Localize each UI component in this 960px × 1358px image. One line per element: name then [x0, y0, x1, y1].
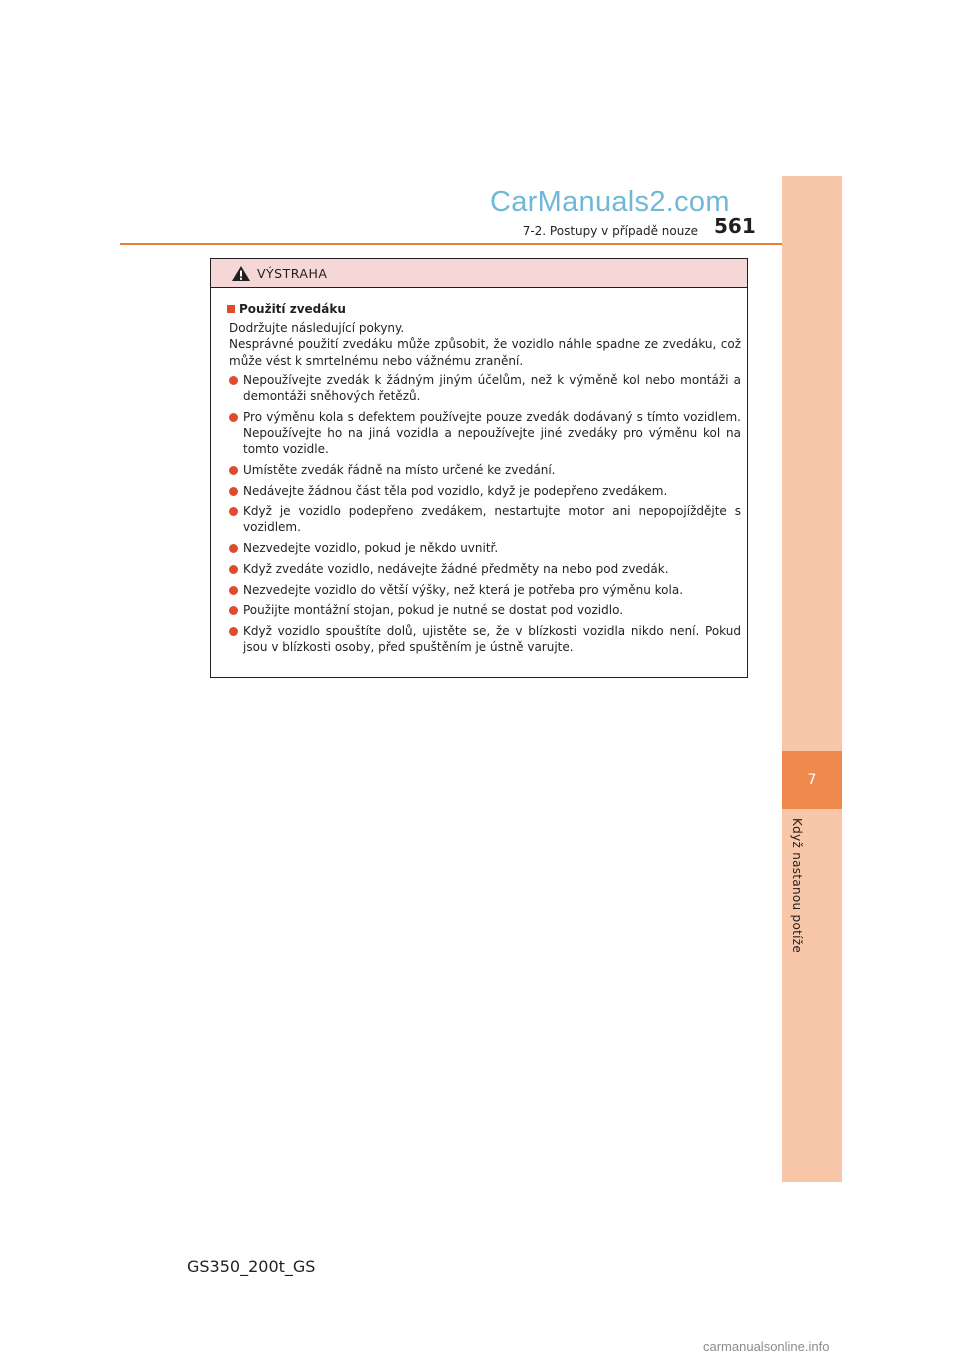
bullet-dot-icon — [229, 413, 238, 422]
bullet-dot-icon — [229, 565, 238, 574]
list-item: Použijte montážní stojan, pokud je nutné se dostat pod vozidlo. — [227, 602, 741, 618]
footer-model-code: GS350_200t_GS — [187, 1257, 316, 1276]
watermark-bottom: carmanualsonline.info — [703, 1339, 830, 1354]
chapter-tab[interactable]: 7 — [782, 751, 842, 809]
bullet-dot-icon — [229, 487, 238, 496]
bullet-dot-icon — [229, 627, 238, 636]
running-head: 7-2. Postupy v případě nouze — [522, 224, 698, 238]
warning-header — [211, 259, 747, 288]
bullet-dot-icon — [229, 507, 238, 516]
page-number: 561 — [714, 214, 756, 238]
list-item: Pro výměnu kola s defektem používejte pouze zvedák dodávaný s tímto vozidlem. Nepoužívejte ho na jiná vozidla a nepoužívejte jiné zvedáky pro výměnu kol na tomto vozidle. — [227, 409, 741, 458]
bullet-dot-icon — [229, 544, 238, 553]
list-item: Když vozidlo spouštíte dolů, ujistěte se, že v blízkosti vozidla nikdo není. Pokud jsou v blízkosti osoby, před spuštěním je ústně varujte. — [227, 623, 741, 655]
intro-line: Dodržujte následující pokyny. — [229, 321, 405, 336]
list-item: Když je vozidlo podepřeno zvedákem, nestartujte motor ani nepopojíždějte s vozidlem. — [227, 503, 741, 535]
warning-triangle-icon — [231, 265, 251, 282]
list-item: Nedávejte žádnou část těla pod vozidlo, když je podepřeno zvedákem. — [227, 483, 741, 499]
square-bullet-icon — [227, 305, 235, 313]
list-item: Nezvedejte vozidlo do větší výšky, než která je potřeba pro výměnu kola. — [227, 582, 741, 598]
section-title — [215, 301, 741, 317]
list-item: Když zvedáte vozidlo, nedávejte žádné předměty na nebo pod zvedák. — [227, 561, 741, 577]
intro-text — [227, 320, 741, 369]
bullet-dot-icon — [229, 466, 238, 475]
warning-body — [211, 288, 747, 655]
bullet-dot-icon — [229, 376, 238, 385]
warning-heading: VÝSTRAHA — [257, 265, 328, 281]
chapter-title-vertical: Když nastanou potíže — [790, 818, 804, 954]
watermark-logo-top: CarManuals2.com — [490, 186, 730, 218]
side-strip — [782, 176, 842, 1182]
intro-line: Nesprávné použití zvedáku může způsobit, že vozidlo náhle spadne ze zvedáku, což může vést k smrtelnému nebo vážnému zranění. — [229, 337, 741, 368]
header-rule — [120, 243, 842, 245]
section-title-text: Použití zvedáku — [239, 302, 346, 316]
list-item: Nezvedejte vozidlo, pokud je někdo uvnitř. — [227, 540, 741, 556]
bullet-dot-icon — [229, 586, 238, 595]
list-item: Umístěte zvedák řádně na místo určené ke zvedání. — [227, 462, 741, 478]
warning-box — [210, 258, 748, 678]
list-item: Nepoužívejte zvedák k žádným jiným účelům, než k výměně kol nebo montáži a demontáži sněhových řetězů. — [227, 372, 741, 404]
bullet-dot-icon — [229, 606, 238, 615]
